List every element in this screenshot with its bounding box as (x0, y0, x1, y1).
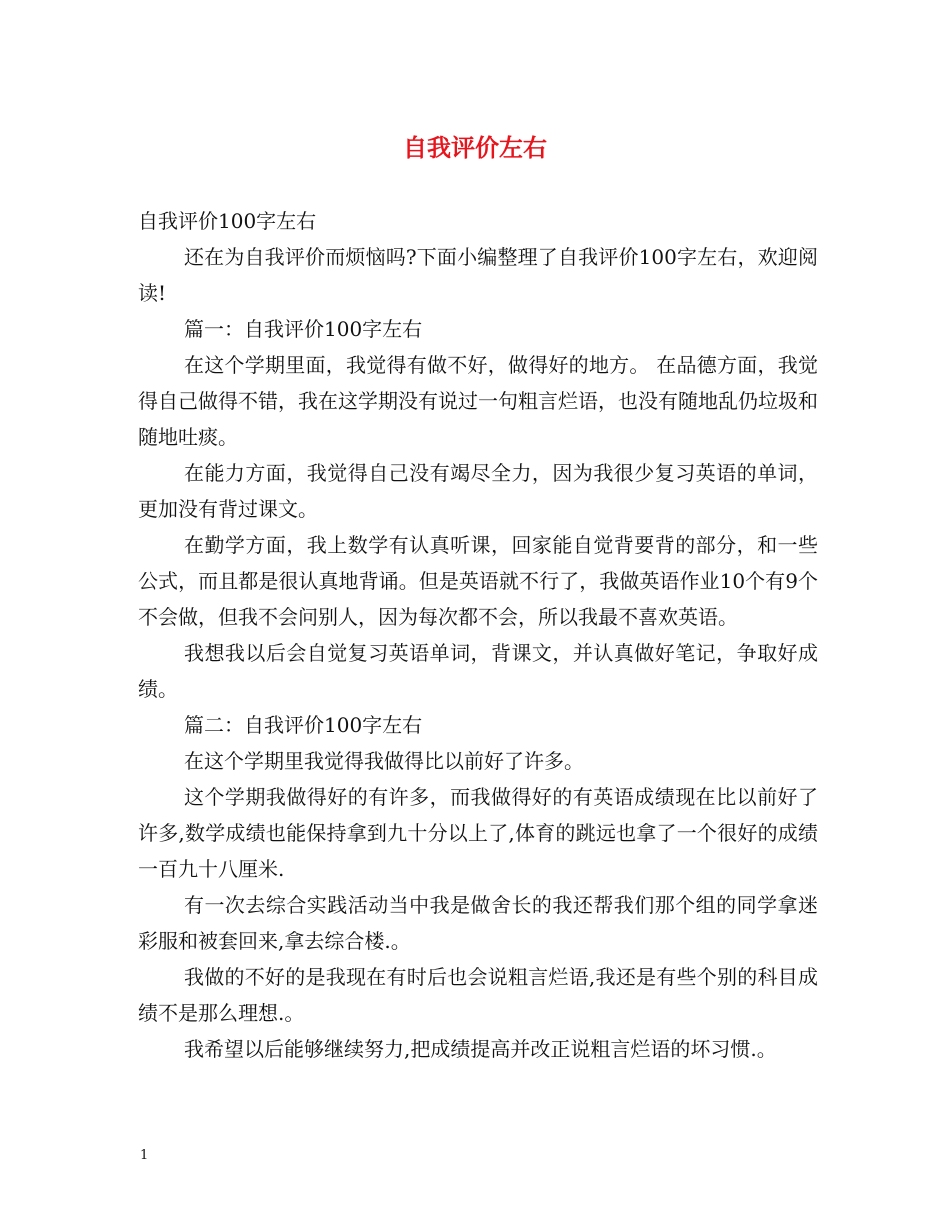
paragraph: 我想我以后会自觉复习英语单词，背课文，并认真做好笔记，争取好成绩。 (138, 641, 818, 701)
paragraph: 在这个学期里我觉得我做得比以前好了许多。 (184, 749, 584, 773)
paragraph: 我希望以后能够继续努力,把成绩提高并改正说粗言烂语的坏习惯.。 (184, 1037, 777, 1061)
document-body (138, 203, 818, 1067)
paragraph: 这个学期我做得好的有许多，而我做得好的有英语成绩现在比以前好了许多,数学成绩也能保持拿到九十分以上了,体育的跳远也拿了一个很好的成绩一百九十八厘米. (138, 785, 818, 881)
paragraph-heading: 自我评价100字左右 (138, 209, 317, 233)
paragraph: 在这个学期里面，我觉得有做不好，做得好的地方。 在品德方面，我觉得自己做得不错，我在这学期没有说过一句粗言烂语，也没有随地乱仍垃圾和随地吐痰。 (138, 353, 818, 449)
section-heading-1: 篇一：自我评价100字左右 (184, 317, 423, 341)
paragraph: 有一次去综合实践活动当中我是做舍长的我还帮我们那个组的同学拿迷彩服和被套回来,拿去综合楼.。 (138, 893, 818, 953)
document-title: 自我评价左右 (403, 133, 547, 162)
paragraph: 在能力方面，我觉得自己没有竭尽全力，因为我很少复习英语的单词，更加没有背过课文。 (138, 461, 818, 521)
paragraph: 在勤学方面，我上数学有认真听课，回家能自觉背要背的部分，和一些公式，而且都是很认真地背诵。但是英语就不行了，我做英语作业10个有9个不会做，但我不会问别人，因为每次都不会，所以我最不喜欢英语。 (138, 533, 818, 629)
page-number: 1 (140, 1148, 149, 1163)
paragraph-intro: 还在为自我评价而烦恼吗?下面小编整理了自我评价100字左右，欢迎阅读! (138, 245, 818, 305)
section-heading-2: 篇二：自我评价100字左右 (184, 713, 423, 737)
paragraph: 我做的不好的是我现在有时后也会说粗言烂语,我还是有些个别的科目成绩不是那么理想.。 (138, 965, 818, 1025)
